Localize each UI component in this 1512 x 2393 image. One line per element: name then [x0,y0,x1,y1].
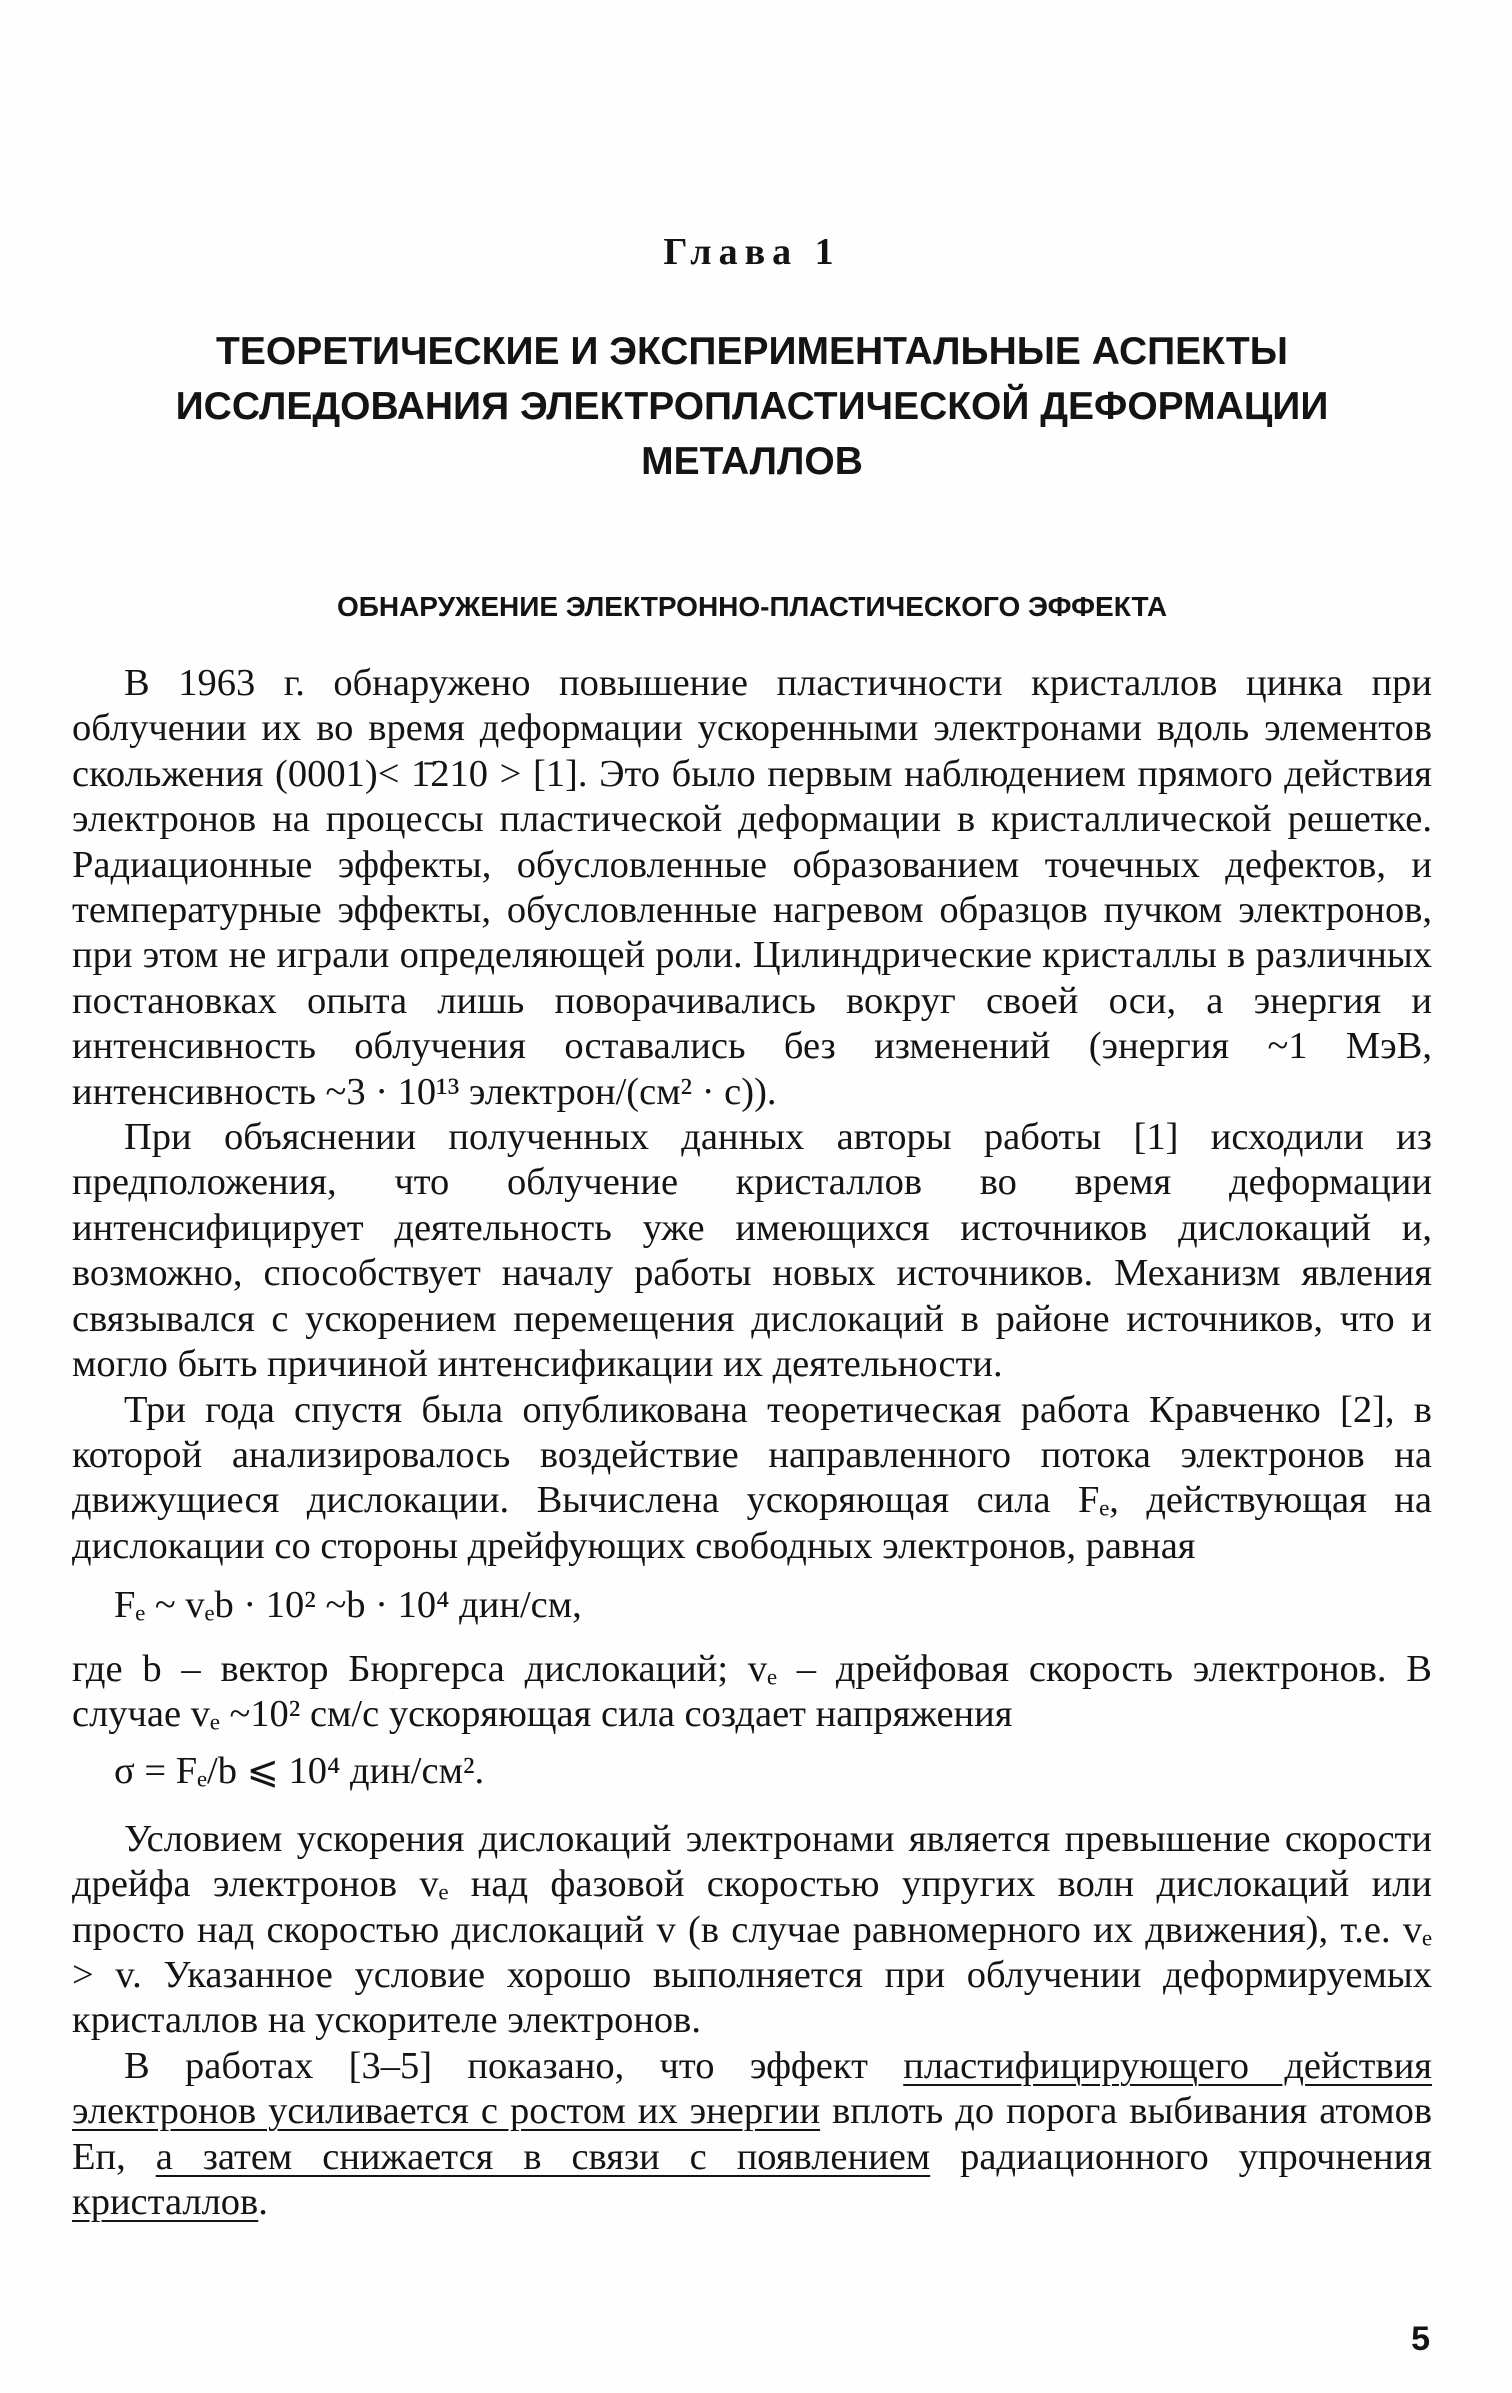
paragraph-burgers: где b – вектор Бюргерса дислокаций; vₑ – дрейфовая скорость электронов. В случае vₑ ~10² см/с ускоряющая сила создает напряжения [72,1647,1432,1735]
handwritten-underline-3: кристаллов [72,2181,259,2223]
paragraph-energy-text: вплоть до порога выбивания атомов Eп, [72,2090,1433,2178]
chapter-title [72,324,1432,489]
chapter-label: Глава 1 [663,231,841,273]
section-heading: ОБНАРУЖЕНИЕ ЭЛЕКТРОННО-ПЛАСТИЧЕСКОГО ЭФФЕКТА [336,591,1168,622]
chapter-title-line: ИССЛЕДОВАНИЯ ЭЛЕКТРОПЛАСТИЧЕСКОЙ ДЕФОРМАЦИИ [175,385,1329,428]
page-number: 5 [1411,2320,1430,2358]
handwritten-underline-1: пластифицирующего действия электронов усиливается с ростом их энергии [72,2044,1433,2133]
paragraph-condition: Условием ускорения дислокаций электронами является превышение скорости дрейфа электронов vₑ над фазовой скоростью упругих волн дислокаций или просто над скоростью дислокаций v (в случае равномерного их движения), т.е. vₑ > v. Указанное условие хорошо выполняется при облучении деформируемых кристаллов на ускорителе электронов. [72,1817,1432,2042]
equation-force: Fₑ ~ vₑb · 10² ~b · 10⁴ дин/см, [114,1584,582,1627]
paragraph-energy [72,2044,1432,2226]
paragraph-energy-text: радиационного упрочнения [930,2135,1432,2178]
equation-stress: σ = Fₑ/b ⩽ 10⁴ дин/см². [114,1750,485,1793]
paragraph-energy-text: В работах [3–5] показано, что эффект [124,2044,904,2087]
paragraph-energy-text: . [258,2181,268,2223]
chapter-title-line: МЕТАЛЛОВ [641,440,863,483]
chapter-title-line: ТЕОРЕТИЧЕСКИЕ И ЭКСПЕРИМЕНТАЛЬНЫЕ АСПЕКТЫ [216,330,1288,373]
text-column [72,230,1432,2225]
paragraph-discovery: В 1963 г. обнаружено повышение пластичности кристаллов цинка при облучении их во время деформации ускоренными электронами вдоль элементов скольжения (0001)< 1̄210 > [1]. Это было первым наблюдением прямого действия электронов на процессы пластической деформации в кристаллической решетке. Радиационные эффекты, обусловленные образованием точечных дефектов, и температурные эффекты, обусловленные нагревом образцов пучком электронов, при этом не играли определяющей роли. Цилиндрические кристаллы в различных постановках опыта лишь поворачивались вокруг своей оси, а энергия и интенсивность облучения оставались без изменений (энергия ~1 МэВ, интенсивность ~3 · 10¹³ электрон/(см² · с)). [72,662,1432,1113]
handwritten-underline-2: а затем снижается в связи с появлением [155,2135,931,2178]
paragraph-explanation: При объяснении полученных данных авторы работы [1] исходили из предположения, что облучение кристаллов во время деформации интенсифицирует деятельность уже имеющихся источников дислокаций и, возможно, способствует началу работы новых источников. Механизм явления связывался с ускорением перемещения дислокаций в районе источников, что и могло быть причиной интенсификации их деятельности. [72,1116,1432,1386]
paragraph-theory: Три года спустя была опубликована теоретическая работа Кравченко [2], в которой анализировалось воздействие направленного потока электронов на движущиеся дислокации. Вычислена ускоряющая сила Fₑ, действующая на дислокации со стороны дрейфующих свободных электронов, равная [72,1388,1432,1567]
